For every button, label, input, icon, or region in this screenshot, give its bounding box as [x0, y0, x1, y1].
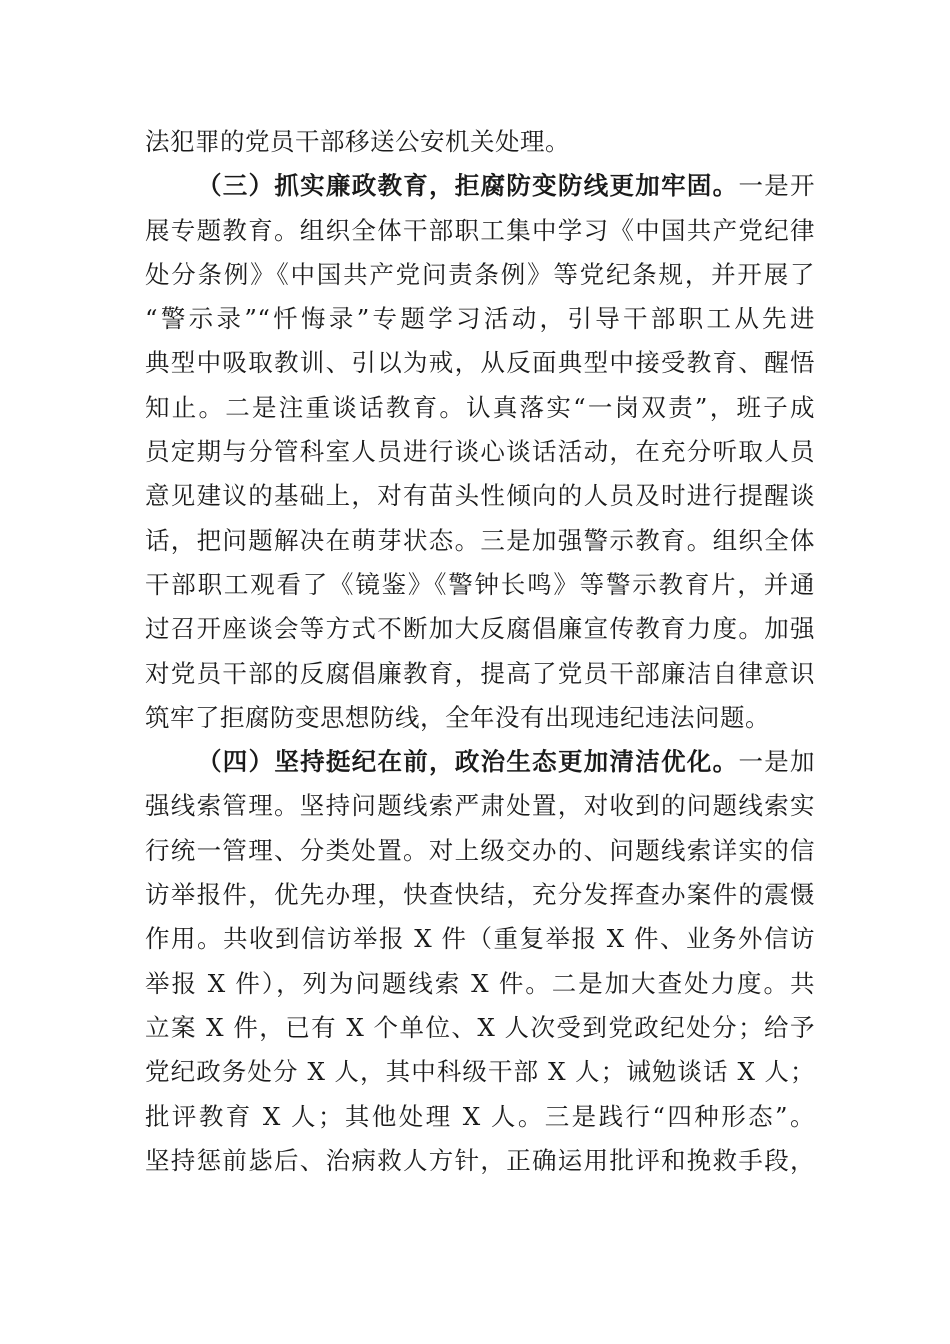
line-text: 访举报件，优先办理，快查快结，充分发挥查办案件的震慑 — [145, 880, 815, 910]
text-line — [145, 652, 815, 696]
section-heading: （四）坚持挺纪在前，政治生态更加清洁优化。 — [197, 747, 739, 777]
text-line — [145, 120, 815, 164]
line-text: 法犯罪的党员干部移送公安机关处理。 — [145, 127, 570, 156]
line-text: 对党员干部的反腐倡廉教育，提高了党员干部廉洁自律意识 — [145, 658, 815, 688]
text-line — [145, 563, 815, 607]
line-text: 坚持惩前毖后、治病救人方针，正确运用批评和挽救手段， — [145, 1145, 815, 1175]
text-line — [145, 873, 815, 917]
text-line — [145, 917, 815, 961]
text-line — [145, 297, 815, 341]
section-heading-line — [145, 740, 815, 784]
text-line — [145, 519, 815, 563]
line-text: 筑牢了拒腐防变思想防线，全年没有出现违纪违法问题。 — [145, 702, 770, 732]
line-text: 干部职工观看了《镜鉴》《警钟长鸣》等警示教育片，并通 — [145, 569, 815, 599]
text-line — [145, 1006, 815, 1050]
line-text: 话，把问题解决在萌芽状态。三是加强警示教育。组织全体 — [145, 525, 815, 555]
line-text: 一是加 — [738, 747, 816, 777]
line-text: 批评教育 X 人；其他处理 X 人。三是践行“四种形态”。 — [145, 1101, 815, 1131]
text-line — [145, 430, 815, 474]
line-text: 员定期与分管科室人员进行谈心谈话活动，在充分听取人员 — [145, 437, 815, 467]
line-text: 立案 X 件，已有 X 个单位、X 人次受到党政纪处分；给予 — [145, 1012, 815, 1042]
section-heading-line — [145, 164, 815, 208]
text-line — [145, 1095, 815, 1139]
line-text: 意见建议的基础上，对有苗头性倾向的人员及时进行提醒谈 — [145, 481, 815, 511]
line-text: 行统一管理、分类处置。对上级交办的、问题线索详实的信 — [145, 835, 815, 865]
section-heading: （三）抓实廉政教育，拒腐防变防线更加牢固。 — [197, 171, 739, 201]
line-text: 过召开座谈会等方式不断加大反腐倡廉宣传教育力度。加强 — [145, 614, 815, 644]
line-text: 处分条例》《中国共产党问责条例》等党纪条规，并开展了 — [145, 259, 815, 289]
line-text: 展专题教育。组织全体干部职工集中学习《中国共产党纪律 — [145, 215, 815, 245]
line-text: 知止。二是注重谈话教育。认真落实“一岗双责”，班子成 — [145, 392, 815, 422]
text-line — [145, 209, 815, 253]
text-line — [145, 1139, 815, 1183]
text-line — [145, 341, 815, 385]
line-text: 党纪政务处分 X 人，其中科级干部 X 人；诫勉谈话 X 人； — [145, 1057, 815, 1087]
line-text: 举报 X 件），列为问题线索 X 件。二是加大查处力度。共 — [145, 968, 815, 998]
text-line — [145, 1050, 815, 1094]
line-text: 典型中吸取教训、引以为戒，从反面典型中接受教育、醒悟 — [145, 348, 815, 378]
text-line — [145, 253, 815, 297]
line-text: 一是开 — [738, 171, 816, 201]
text-line — [145, 696, 815, 740]
line-text: “警示录”“忏悔录”专题学习活动，引导干部职工从先进 — [145, 304, 815, 334]
text-line — [145, 474, 815, 518]
line-text: 强线索管理。坚持问题线索严肃处置，对收到的问题线索实 — [145, 791, 815, 821]
text-line — [145, 784, 815, 828]
document-body — [145, 120, 815, 1183]
text-line — [145, 386, 815, 430]
line-text: 作用。共收到信访举报 X 件（重复举报 X 件、业务外信访 — [145, 924, 815, 954]
text-line — [145, 829, 815, 873]
text-line — [145, 962, 815, 1006]
text-line — [145, 607, 815, 651]
